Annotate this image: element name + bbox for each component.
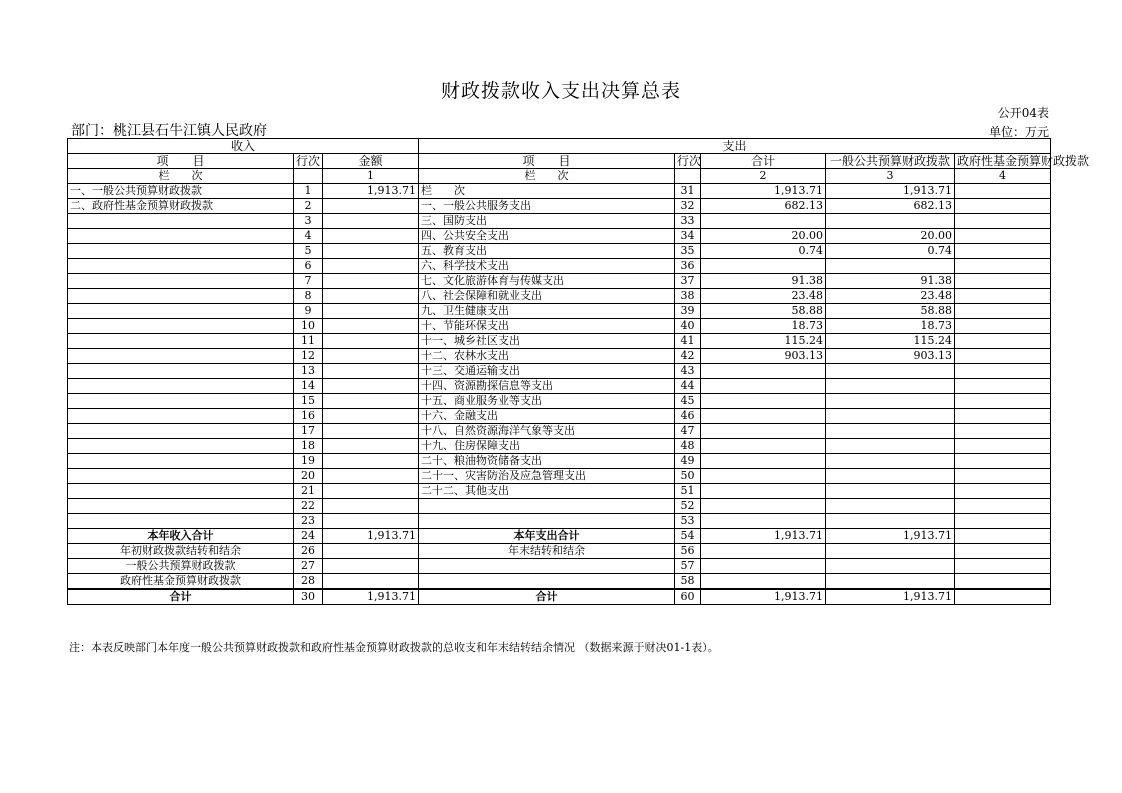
income-rowno-cell: 5 <box>294 244 323 259</box>
row-number: 56 <box>675 544 701 559</box>
expense-total-cell <box>701 499 826 514</box>
income-amount-cell <box>323 484 419 499</box>
expense-fund-cell <box>955 259 1051 274</box>
income-item-cell <box>68 349 294 364</box>
expense-total-header: 合计 <box>701 154 826 169</box>
income-item-cell <box>68 244 294 259</box>
table-row <box>68 394 1051 409</box>
income-amount-cell: 1,913.71 <box>323 184 419 199</box>
row-number: 26 <box>294 544 323 559</box>
table-row <box>68 409 1051 424</box>
expense-fund-cell <box>955 184 1051 199</box>
income-amount-cell <box>323 514 419 529</box>
expense-item-cell: 八、社会保障和就业支出 <box>419 289 675 304</box>
expense-total-cell: 58.88 <box>701 304 826 319</box>
row-number: 60 <box>675 589 701 605</box>
expense-total-cell <box>701 409 826 424</box>
income-rowno-cell: 15 <box>294 394 323 409</box>
empty-cell <box>701 559 826 574</box>
income-rowno-cell: 8 <box>294 289 323 304</box>
income-header: 收入 <box>68 139 419 154</box>
income-amount-header: 金额 <box>323 154 419 169</box>
empty-cell <box>955 574 1051 590</box>
expense-item-cell: 四、公共安全支出 <box>419 229 675 244</box>
expense-total-cell: 91.38 <box>701 274 826 289</box>
expense-item-cell: 一、一般公共服务支出 <box>419 199 675 214</box>
expense-rowno-cell: 38 <box>675 289 701 304</box>
expense-total-cell <box>701 439 826 454</box>
income-item-cell <box>68 484 294 499</box>
expense-fund-cell <box>955 334 1051 349</box>
expense-fund-cell <box>955 394 1051 409</box>
income-item-cell <box>68 319 294 334</box>
expense-total-cell <box>701 424 826 439</box>
expense-general-cell <box>826 394 955 409</box>
table-row <box>68 499 1051 514</box>
income-amount-cell <box>323 229 419 244</box>
income-rowno-cell: 14 <box>294 379 323 394</box>
table-row <box>68 274 1051 289</box>
income-item-cell <box>68 409 294 424</box>
gov-fund-header: 政府性基金预算财政拨款 <box>955 154 1051 169</box>
expense-item-cell: 五、教育支出 <box>419 244 675 259</box>
expense-item-cell: 十二、农林水支出 <box>419 349 675 364</box>
begin-carryover-label: 年初财政拨款结转和结余 <box>68 544 294 559</box>
expense-rowno-cell: 52 <box>675 499 701 514</box>
expense-total-cell <box>701 514 826 529</box>
income-rowno-cell: 16 <box>294 409 323 424</box>
expense-rowno-cell: 37 <box>675 274 701 289</box>
income-rowno-cell: 20 <box>294 469 323 484</box>
expense-fund-cell <box>955 439 1051 454</box>
expense-general-cell: 91.38 <box>826 274 955 289</box>
expense-item-cell: 十三、交通运输支出 <box>419 364 675 379</box>
expense-general-cell <box>826 424 955 439</box>
expense-general-cell <box>826 439 955 454</box>
finance-table <box>67 138 1090 605</box>
column-index-row <box>68 169 1051 184</box>
income-amount-cell <box>323 349 419 364</box>
year-total-row <box>68 529 1051 544</box>
table-row <box>68 214 1051 229</box>
footnote: 注：本表反映部门本年度一般公共预算财政拨款和政府性基金预算财政拨款的总收支和年末结转结余情况 （数据来源于财决01-1表）。 <box>69 641 719 654</box>
expense-item-cell: 七、文化旅游体育与传媒支出 <box>419 274 675 289</box>
expense-rowno-cell: 53 <box>675 514 701 529</box>
expense-item-cell <box>419 499 675 514</box>
income-item-cell <box>68 379 294 394</box>
income-rowno-cell: 1 <box>294 184 323 199</box>
table-row <box>68 229 1051 244</box>
table-row <box>68 469 1051 484</box>
income-amount-cell <box>323 274 419 289</box>
expense-general-cell: 0.74 <box>826 244 955 259</box>
expense-fund-cell <box>955 469 1051 484</box>
income-amount-cell <box>323 439 419 454</box>
expense-general-cell: 23.48 <box>826 289 955 304</box>
expense-general-cell <box>826 484 955 499</box>
income-item-cell <box>68 274 294 289</box>
expense-fund-cell <box>955 274 1051 289</box>
expense-total-cell: 18.73 <box>701 319 826 334</box>
expense-rowno-cell: 44 <box>675 379 701 394</box>
grand-total-in-label: 合计 <box>68 589 294 605</box>
expense-total-cell <box>701 259 826 274</box>
empty-cell <box>323 544 419 559</box>
unit-label: 单位：万元 <box>988 125 1049 139</box>
income-rowno-cell: 22 <box>294 499 323 514</box>
expense-total-cell <box>701 469 826 484</box>
expense-rowno-cell: 50 <box>675 469 701 484</box>
table-row <box>68 424 1051 439</box>
table-row <box>68 514 1051 529</box>
expense-rowno-cell: 49 <box>675 454 701 469</box>
empty-cell <box>955 589 1051 605</box>
expense-rowno-cell: 48 <box>675 439 701 454</box>
expense-item-cell: 十九、住房保障支出 <box>419 439 675 454</box>
income-item-cell <box>68 454 294 469</box>
department-label: 部门：桃江县石牛江镇人民政府 <box>71 123 267 139</box>
income-amount-cell <box>323 409 419 424</box>
empty-cell <box>701 544 826 559</box>
expense-general-cell: 58.88 <box>826 304 955 319</box>
carryover-row <box>68 544 1051 559</box>
table-row <box>68 184 1051 199</box>
income-amount-cell <box>323 244 419 259</box>
expense-rowno-cell: 51 <box>675 484 701 499</box>
expense-rowno-cell: 46 <box>675 409 701 424</box>
expense-fund-cell <box>955 304 1051 319</box>
expense-item-cell: 三、国防支出 <box>419 214 675 229</box>
expense-total-cell: 682.13 <box>701 199 826 214</box>
income-rowno-header: 行次 <box>294 154 323 169</box>
empty-cell <box>826 559 955 574</box>
form-number: 公开04表 <box>997 106 1049 120</box>
expense-general-cell <box>826 379 955 394</box>
income-rowno-cell: 23 <box>294 514 323 529</box>
lan-ci-cell: 栏 次 <box>68 169 294 184</box>
empty-cell <box>955 529 1051 544</box>
year-income-label: 本年收入合计 <box>68 529 294 544</box>
expense-general-cell: 1,913.71 <box>826 184 955 199</box>
row-number: 24 <box>294 529 323 544</box>
income-rowno-cell: 21 <box>294 484 323 499</box>
empty-cell <box>826 574 955 590</box>
expense-total-cell: 115.24 <box>701 334 826 349</box>
expense-item-cell: 十、节能环保支出 <box>419 319 675 334</box>
row-number: 30 <box>294 589 323 605</box>
expense-item-cell: 十四、资源勘探信息等支出 <box>419 379 675 394</box>
expense-fund-cell <box>955 379 1051 394</box>
row-number: 58 <box>675 574 701 590</box>
empty-cell <box>294 169 323 184</box>
header-row-sections <box>68 139 1051 154</box>
expense-general-cell: 682.13 <box>826 199 955 214</box>
income-rowno-cell: 17 <box>294 424 323 439</box>
expense-total-cell <box>701 379 826 394</box>
income-rowno-cell: 9 <box>294 304 323 319</box>
income-rowno-cell: 6 <box>294 259 323 274</box>
income-rowno-cell: 11 <box>294 334 323 349</box>
empty-cell <box>419 574 675 590</box>
table-row <box>68 319 1051 334</box>
expense-fund-cell <box>955 484 1051 499</box>
income-item-cell <box>68 259 294 274</box>
col-index-4: 4 <box>955 169 1051 184</box>
row-number: 54 <box>675 529 701 544</box>
expense-item-cell <box>419 514 675 529</box>
income-amount-cell <box>323 499 419 514</box>
empty-cell <box>419 559 675 574</box>
income-rowno-cell: 18 <box>294 439 323 454</box>
income-item-cell <box>68 514 294 529</box>
expense-total-cell <box>701 214 826 229</box>
expense-item-cell: 二十二、其他支出 <box>419 484 675 499</box>
expense-general-cell <box>826 499 955 514</box>
expense-fund-cell <box>955 349 1051 364</box>
expense-item-cell: 九、卫生健康支出 <box>419 304 675 319</box>
income-item-cell <box>68 394 294 409</box>
expense-rowno-cell: 45 <box>675 394 701 409</box>
expense-general-cell: 115.24 <box>826 334 955 349</box>
expense-fund-cell <box>955 364 1051 379</box>
empty-cell <box>701 574 826 590</box>
income-item-cell <box>68 334 294 349</box>
income-item-cell <box>68 424 294 439</box>
expense-general-cell <box>826 454 955 469</box>
income-amount-cell <box>323 469 419 484</box>
table-row <box>68 334 1051 349</box>
expense-item-cell: 二十一、灾害防治及应急管理支出 <box>419 469 675 484</box>
income-amount-cell <box>323 304 419 319</box>
begin-fund-label: 政府性基金预算财政拨款 <box>68 574 294 590</box>
table-row <box>68 244 1051 259</box>
carryover-general-row <box>68 559 1051 574</box>
expense-general-cell <box>826 259 955 274</box>
income-item-cell <box>68 214 294 229</box>
income-item-cell <box>68 289 294 304</box>
end-carryover-label: 年末结转和结余 <box>419 544 675 559</box>
income-amount-cell <box>323 454 419 469</box>
income-amount-cell <box>323 259 419 274</box>
income-rowno-cell: 4 <box>294 229 323 244</box>
income-rowno-cell: 13 <box>294 364 323 379</box>
expense-total-cell: 20.00 <box>701 229 826 244</box>
expense-fund-cell <box>955 214 1051 229</box>
expense-rowno-cell: 47 <box>675 424 701 439</box>
income-item-cell: 二、政府性基金预算财政拨款 <box>68 199 294 214</box>
year-expense-total: 1,913.71 <box>701 529 826 544</box>
income-amount-cell <box>323 394 419 409</box>
income-amount-cell <box>323 364 419 379</box>
table-row <box>68 349 1051 364</box>
expense-total-cell <box>701 394 826 409</box>
expense-fund-cell <box>955 409 1051 424</box>
expense-fund-cell <box>955 229 1051 244</box>
expense-rowno-cell: 33 <box>675 214 701 229</box>
expense-rowno-cell: 32 <box>675 199 701 214</box>
income-rowno-cell: 10 <box>294 319 323 334</box>
year-expense-label: 本年支出合计 <box>419 529 675 544</box>
year-expense-general: 1,913.71 <box>826 529 955 544</box>
table-row <box>68 199 1051 214</box>
expense-fund-cell <box>955 514 1051 529</box>
table-row <box>68 289 1051 304</box>
row-number: 27 <box>294 559 323 574</box>
expense-rowno-cell: 34 <box>675 229 701 244</box>
col-index-1: 1 <box>323 169 419 184</box>
empty-cell <box>323 559 419 574</box>
expense-item-cell: 六、科学技术支出 <box>419 259 675 274</box>
expense-fund-cell <box>955 199 1051 214</box>
grand-total-in-amount: 1,913.71 <box>323 589 419 605</box>
header-row-columns <box>68 154 1051 169</box>
expense-general-cell: 20.00 <box>826 229 955 244</box>
income-item-cell <box>68 499 294 514</box>
expense-general-cell <box>826 409 955 424</box>
expense-item-cell: 十六、金融支出 <box>419 409 675 424</box>
page-title: 财政拨款收入支出决算总表 <box>440 80 681 102</box>
income-amount-cell <box>323 319 419 334</box>
col-index-3: 3 <box>826 169 955 184</box>
expense-general-cell <box>826 364 955 379</box>
grand-total-ex-general: 1,913.71 <box>826 589 955 605</box>
income-amount-cell <box>323 199 419 214</box>
grand-total-ex-total: 1,913.71 <box>701 589 826 605</box>
table-row <box>68 259 1051 274</box>
income-rowno-cell: 19 <box>294 454 323 469</box>
expense-total-cell: 23.48 <box>701 289 826 304</box>
income-rowno-cell: 7 <box>294 274 323 289</box>
income-item-cell <box>68 469 294 484</box>
income-item-cell <box>68 229 294 244</box>
expense-fund-cell <box>955 319 1051 334</box>
year-income-amount: 1,913.71 <box>323 529 419 544</box>
empty-cell <box>955 544 1051 559</box>
income-item-cell <box>68 304 294 319</box>
row-number: 57 <box>675 559 701 574</box>
expense-rowno-cell: 42 <box>675 349 701 364</box>
income-item-header: 项 目 <box>68 154 294 169</box>
expense-rowno-cell: 35 <box>675 244 701 259</box>
table-row <box>68 484 1051 499</box>
income-amount-cell <box>323 334 419 349</box>
grand-total-ex-label: 合计 <box>419 589 675 605</box>
expense-fund-cell <box>955 424 1051 439</box>
table-row <box>68 304 1051 319</box>
expense-fund-cell <box>955 454 1051 469</box>
empty-cell <box>675 169 701 184</box>
expense-item-cell: 十五、商业服务业等支出 <box>419 394 675 409</box>
expense-total-cell <box>701 364 826 379</box>
expense-general-cell <box>826 214 955 229</box>
empty-cell <box>955 559 1051 574</box>
expense-general-cell: 903.13 <box>826 349 955 364</box>
table-row <box>68 439 1051 454</box>
expense-item-cell: 十八、自然资源海洋气象等支出 <box>419 424 675 439</box>
income-amount-cell <box>323 379 419 394</box>
expense-item-cell: 栏 次 <box>419 184 675 199</box>
expense-rowno-cell: 41 <box>675 334 701 349</box>
expense-item-cell: 十一、城乡社区支出 <box>419 334 675 349</box>
income-amount-cell <box>323 214 419 229</box>
grand-total-row <box>68 589 1051 605</box>
empty-cell <box>323 574 419 590</box>
expense-fund-cell <box>955 244 1051 259</box>
expense-total-cell <box>701 454 826 469</box>
row-number: 28 <box>294 574 323 590</box>
income-rowno-cell: 2 <box>294 199 323 214</box>
expense-general-cell <box>826 469 955 484</box>
expense-header: 支出 <box>419 139 1051 154</box>
income-rowno-cell: 3 <box>294 214 323 229</box>
lan-ci-cell: 栏 次 <box>419 169 675 184</box>
income-item-cell: 一、一般公共预算财政拨款 <box>68 184 294 199</box>
expense-fund-cell <box>955 499 1051 514</box>
begin-general-label: 一般公共预算财政拨款 <box>68 559 294 574</box>
expense-rowno-cell: 39 <box>675 304 701 319</box>
expense-rowno-cell: 40 <box>675 319 701 334</box>
table-row <box>68 379 1051 394</box>
table-row <box>68 364 1051 379</box>
income-item-cell <box>68 439 294 454</box>
empty-cell <box>826 544 955 559</box>
expense-item-header: 项 目 <box>419 154 675 169</box>
income-item-cell <box>68 364 294 379</box>
table-row <box>68 454 1051 469</box>
expense-general-cell: 18.73 <box>826 319 955 334</box>
expense-total-cell: 903.13 <box>701 349 826 364</box>
expense-rowno-cell: 36 <box>675 259 701 274</box>
expense-rowno-cell: 43 <box>675 364 701 379</box>
expense-total-cell: 1,913.71 <box>701 184 826 199</box>
general-budget-header: 一般公共预算财政拨款 <box>826 154 955 169</box>
carryover-fund-row <box>68 574 1051 590</box>
col-index-2: 2 <box>701 169 826 184</box>
expense-fund-cell <box>955 289 1051 304</box>
expense-general-cell <box>826 514 955 529</box>
expense-total-cell <box>701 484 826 499</box>
expense-item-cell: 二十、粮油物资储备支出 <box>419 454 675 469</box>
income-rowno-cell: 12 <box>294 349 323 364</box>
expense-rowno-header: 行次 <box>675 154 701 169</box>
income-amount-cell <box>323 289 419 304</box>
income-amount-cell <box>323 424 419 439</box>
expense-rowno-cell: 31 <box>675 184 701 199</box>
expense-total-cell: 0.74 <box>701 244 826 259</box>
